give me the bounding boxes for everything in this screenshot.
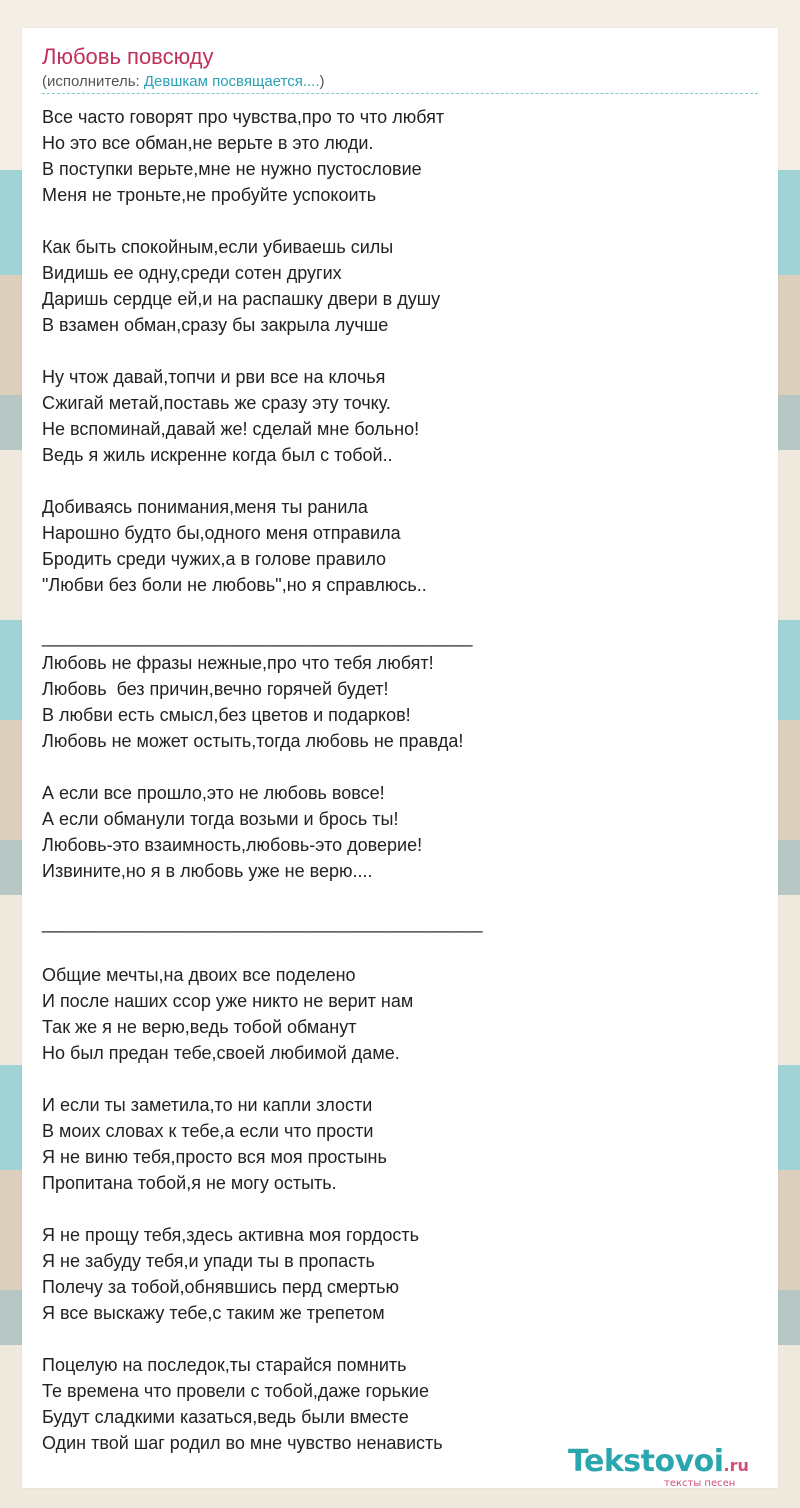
logo-tagline: тексты песен	[664, 1478, 736, 1489]
title-divider	[42, 93, 758, 94]
lyric-line: Те времена что провели с тобой,даже горькие	[42, 1381, 429, 1401]
lyric-line: И если ты заметила,то ни капли злости	[42, 1095, 373, 1115]
lyric-line: Добиваясь понимания,меня ты ранила	[42, 497, 368, 517]
blank-line	[42, 1066, 758, 1092]
lyric-line: Нарошно будто бы,одного меня отправила	[42, 523, 401, 543]
blank-line	[42, 598, 758, 624]
lyric-line: Не вспоминай,давай же! сделай мне больно!	[42, 419, 420, 439]
lyric-line: Меня не троньте,не пробуйте успокоить	[42, 185, 377, 205]
lyric-line: Но это все обман,не верьте в это люди.	[42, 133, 374, 153]
lyric-line: В поступки верьте,мне не нужно пустословие	[42, 159, 422, 179]
blank-line	[42, 884, 758, 910]
lyric-line: Любовь без причин,вечно горячей будет!	[42, 679, 389, 699]
logo-name: Tekstovoi	[568, 1444, 724, 1479]
lyric-line: В моих словах к тебе,а если что прости	[42, 1121, 374, 1141]
lyric-line: Полечу за тобой,обнявшись перд смертью	[42, 1277, 399, 1297]
blank-line	[42, 468, 758, 494]
lyric-line: Один твой шаг родил во мне чувство ненависть	[42, 1433, 443, 1453]
performer-suffix: )	[319, 73, 325, 90]
lyrics-card	[22, 28, 778, 1488]
blank-line	[42, 936, 758, 962]
lyric-line: Ведь я жиль искренне когда был с тобой..	[42, 445, 393, 465]
lyric-line: ____________________________________________	[42, 913, 483, 933]
lyric-line: Но был предан тебе,своей любимой даме.	[42, 1043, 400, 1063]
lyric-line: Видишь ее одну,среди сотен других	[42, 263, 342, 283]
lyric-line: Я не забуду тебя,и упади ты в пропасть	[42, 1251, 375, 1271]
blank-line	[42, 208, 758, 234]
lyrics-text	[42, 104, 758, 1456]
lyric-line: "Любви без боли не любовь",но я справлюсь..	[42, 575, 427, 595]
lyric-line: В любви есть смысл,без цветов и подарков!	[42, 705, 411, 725]
performer-line	[42, 73, 325, 91]
lyric-line: Поцелую на последок,ты старайся помнить	[42, 1355, 407, 1375]
lyric-line: Любовь-это взаимность,любовь-это доверие!	[42, 835, 423, 855]
logo-tld: .ru	[723, 1456, 749, 1475]
artist-link[interactable]: Девшкам посвящается....	[143, 73, 320, 90]
blank-line	[42, 1326, 758, 1352]
lyric-line: Извините,но я в любовь уже не верю....	[42, 861, 373, 881]
lyric-line: Я не виню тебя,просто вся моя простынь	[42, 1147, 387, 1167]
song-title: Любовь повсюду	[42, 44, 214, 69]
blank-line	[42, 338, 758, 364]
lyric-line: И после наших ссор уже никто не верит нам	[42, 991, 414, 1011]
lyric-line: Как быть спокойным,если убиваешь силы	[42, 237, 394, 257]
lyric-line: Пропитана тобой,я не могу остыть.	[42, 1173, 337, 1193]
lyric-line: В взамен обман,сразу бы закрыла лучше	[42, 315, 389, 335]
lyric-line: Общие мечты,на двоих все поделено	[42, 965, 356, 985]
performer-prefix: (исполнитель:	[42, 73, 144, 90]
blank-line	[42, 754, 758, 780]
lyric-line: Бродить среди чужих,а в голове правило	[42, 549, 387, 569]
lyric-line: Ну чтож давай,топчи и рви все на клочья	[42, 367, 386, 387]
lyric-line: Я все выскажу тебе,с таким же трепетом	[42, 1303, 385, 1323]
lyric-line: Будут сладкими казаться,ведь были вместе	[42, 1407, 409, 1427]
site-logo[interactable]	[568, 1444, 749, 1489]
lyric-line: А если обманули тогда возьми и брось ты!	[42, 809, 399, 829]
lyric-line: ___________________________________________	[42, 627, 473, 647]
lyric-line: Любовь не может остыть,тогда любовь не правда!	[42, 731, 464, 751]
lyric-line: Даришь сердце ей,и на распашку двери в душу	[42, 289, 441, 309]
lyric-line: Все часто говорят про чувства,про то что любят	[42, 107, 445, 127]
lyric-line: Так же я не верю,ведь тобой обманут	[42, 1017, 357, 1037]
lyric-line: Я не прощу тебя,здесь активна моя гордость	[42, 1225, 419, 1245]
blank-line	[42, 1196, 758, 1222]
lyric-line: А если все прошло,это не любовь вовсе!	[42, 783, 385, 803]
lyric-line: Сжигай метай,поставь же сразу эту точку.	[42, 393, 391, 413]
lyric-line: Любовь не фразы нежные,про что тебя любят!	[42, 653, 434, 673]
